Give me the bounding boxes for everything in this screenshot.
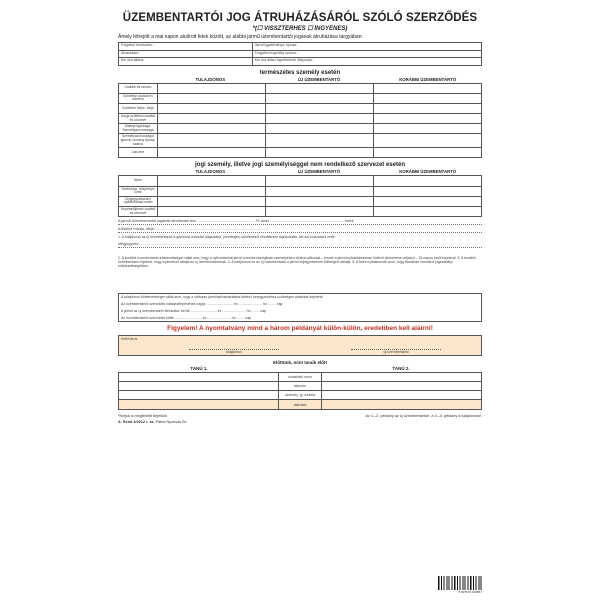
vehicle-cell: Forgalmi engedély száma: [252,50,481,58]
vehicle-cell: Jármű gyártmánya, típusa: [252,43,481,51]
input-cell[interactable] [374,83,482,93]
input-cell[interactable] [119,372,279,381]
col-new-keeper: ÚJ ÜZEMBENTARTÓ [297,76,341,82]
price-line[interactable]: A jármű üzembentartói jogának átruházási ára: ...................................................... Ft, azaz ...................................................................... forint [118,219,482,225]
witness-col-headers [118,366,482,371]
input-cell[interactable] [374,148,482,158]
remark-line[interactable]: Megjegyzés: ............................................................................................................. [118,242,482,248]
owner-signature[interactable]: tulajdonos [189,349,279,354]
input-cell[interactable] [266,196,374,206]
col-former-keeper: KORÁBBI ÜZEMBENTARTÓ [399,169,457,175]
signature-box [118,335,482,356]
input-cell[interactable] [266,176,374,186]
col-new-keeper: ÚJ ÜZEMBENTARTÓ [297,169,341,175]
input-cell[interactable] [119,391,279,400]
row-label: Születési családi és utónéve [119,93,158,103]
input-cell[interactable] [374,93,482,103]
reg-handover-date[interactable]: A jármű az új üzembentartó birtokába: került ........................... év ........................ hó ........ nap [121,308,267,313]
row-label: Cégjegyzékszám, nyilvántartási szám [119,196,158,206]
vehicle-table [118,42,482,66]
vehicle-cell: Alvázszám: [119,50,253,58]
witness-2-label: TANÚ 2. [392,365,410,371]
witness-row-label: olvasható neve [279,372,322,381]
input-cell[interactable] [266,186,374,196]
input-cell[interactable] [374,134,482,148]
barcode [438,576,482,590]
legal-person-heading: jogi személy, illetve jogi személyiséggel nem rendelkező szervezet esetén [195,162,405,169]
input-cell[interactable] [374,114,482,124]
row-label: Neve [119,176,158,186]
row-label: Személyazonosságot igazoló okmány típusa, száma [119,134,158,148]
input-cell[interactable] [158,176,266,186]
clauses-2-5: 2. A korábbi üzembentartó kötelezettséget vállal arra, hogy a nyilvántartott jármű üzembentartójának személyében történt változást – ennek a járműnyilvántartásban történő átvezetése céljából – 15 napon belül bejelenti. 3. A korábbi üzembentartó kijelenti, hogy a járművet átadja az új üzembentartónak. 4. A tulajdonos és az új üzembentartó a jármű bejegyzésének költségeit vállalja. 5. A felek nyilatkoznak arról, hogy tisztában vannak a jogszabályi kötelezettségeikkel. [118,255,476,269]
input-cell[interactable] [119,381,279,390]
registration-box [118,293,482,322]
input-cell[interactable] [266,114,374,124]
legal-col-headers [118,169,482,174]
input-cell[interactable] [158,124,266,134]
row-label: Születési helye, ideje [119,103,158,113]
footer-form [118,420,482,424]
natural-col-headers [118,77,482,82]
input-cell[interactable] [266,103,374,113]
row-label: Székhelye, telephelye címe [119,186,158,196]
col-former-keeper: KORÁBBI ÜZEMBENTARTÓ [399,76,457,82]
clause-1: 1. A tulajdonos az új üzembentartót a gépkocsi műszaki állapotáról, (esetleges) sérüléseiről részletesen tájékoztatta, aki azt tudomásul vette. [118,235,336,240]
new-keeper-signature[interactable]: új üzembentartó [351,349,441,354]
witness-row-label: aláírása [279,400,322,409]
input-cell[interactable] [158,148,266,158]
input-cell[interactable] [266,83,374,93]
warning-text: Figyelem! A nyomtatvány mind a három példányát külön-külön, eredetiben kell aláírni! [167,324,433,332]
input-cell[interactable] [322,391,482,400]
payment-mode-line[interactable]: A fizetés módja, ideje: .......................................................................................................... [118,227,482,233]
row-label: Családi és utónév [119,83,158,93]
row-label: Állampolgársága, Személyazonossága [119,124,158,134]
input-cell[interactable] [322,400,482,409]
input-cell[interactable] [374,176,482,186]
form-subtitle: *(☐ VISSZTERHES ☐ INGYENES) [252,26,348,32]
form-title: ÜZEMBENTARTÓI JOG ÁTRUHÁZÁSÁRÓL SZÓLÓ SZERZŐDÉS [122,12,478,24]
input-cell[interactable] [158,114,266,124]
legal-person-table [118,175,482,217]
input-cell[interactable] [322,381,482,390]
witness-row-label: lakcíme [279,381,322,390]
reg-effective-date[interactable]: Az üzembentartói szerződés hatálybalépésének napja: ........................... év ........................ hó ........ nap [121,301,283,306]
input-cell[interactable] [158,196,266,206]
input-cell[interactable] [158,83,266,93]
footnote-right: Az 1.–2. példány az új üzembentartóé, a 3.–4. példány a tulajdonosé. [365,413,482,418]
input-cell[interactable] [266,134,374,148]
input-cell[interactable] [119,400,279,409]
input-cell[interactable] [158,186,266,196]
witness-row-label: személy. ig. száma [279,391,322,400]
input-cell[interactable] [266,93,374,103]
reg-contract-date[interactable]: Az üzembentartói szerződés kelte: ........................... év ........................ hó ........ nap [121,315,252,320]
form-number: A. Rend 4/2012 r. sz. [118,419,155,424]
footer-notes [118,414,482,418]
vehicle-cell: Km óra állás rögzítésének időpontja: [252,58,481,66]
input-cell[interactable] [374,186,482,196]
row-label: Anyja születési családi és utóneve [119,114,158,124]
row-label: Képviselőjének családi és utóneve [119,206,158,216]
input-cell[interactable] [158,103,266,113]
reg-box-text: A tulajdonos kötelezettséget vállal arra, hogy a változás járműnyilvántartásba történő bejegyzéséhez szükséges adatokat bejelenti: [121,294,324,299]
vehicle-cell: Forgalmi rendszám: [119,43,253,51]
input-cell[interactable] [266,124,374,134]
row-label: Lakcíme [119,148,158,158]
input-cell[interactable] [374,206,482,216]
input-cell[interactable] [322,372,482,381]
signature-place[interactable]: Kelt/Város: [121,336,139,341]
natural-person-table [118,83,482,159]
input-cell[interactable] [374,196,482,206]
witness-heading: Előttünk, mint tanúk előtt [273,359,327,365]
vehicle-cell: Km óra állása: [119,58,253,66]
contract-form [112,6,488,594]
input-cell[interactable] [266,148,374,158]
barcode-number: 5 997674 319567 [458,590,482,594]
witness-1-label: TANÚ 1. [190,365,208,371]
input-cell[interactable] [266,206,374,216]
footnote-left: *Kérjük a megfelelőt bejelölni. [118,413,169,418]
col-owner: TULAJDONOS [195,76,226,82]
col-owner: TULAJDONOS [195,169,226,175]
input-cell[interactable] [374,124,482,134]
input-cell[interactable] [374,103,482,113]
publisher: Pátria Nyomda Zrt. [155,419,188,424]
input-cell[interactable] [158,206,266,216]
input-cell[interactable] [158,93,266,103]
witness-table [118,372,482,410]
input-cell[interactable] [158,134,266,148]
intro-text: Ámely létrejött a mai napon alulírott felek között, az alábbi jármű üzembentartói jogának átruházása tárgyában: [118,34,363,40]
natural-person-heading: természetes személy esetén [259,69,341,76]
